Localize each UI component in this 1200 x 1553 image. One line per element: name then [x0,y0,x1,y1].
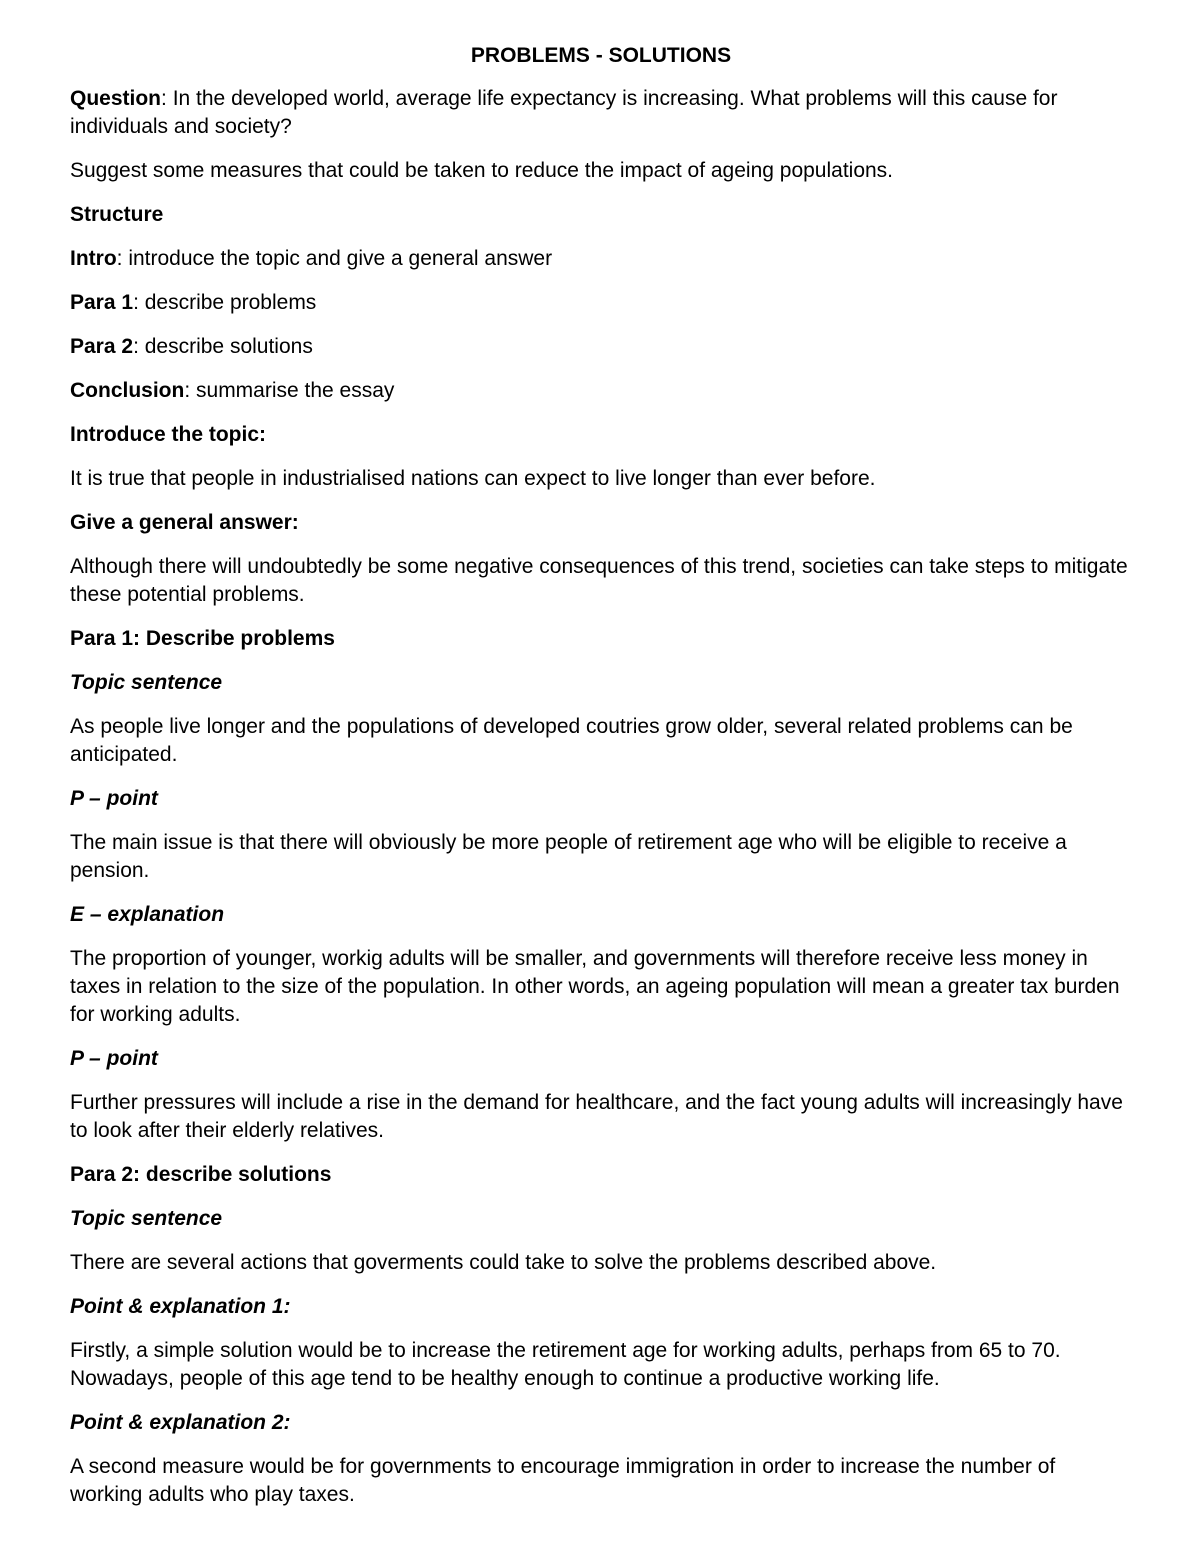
structure-heading: Structure [70,203,164,226]
structure-item-para1 [70,289,1132,317]
suggest-paragraph: Suggest some measures that could be taken to reduce the impact of ageing populations. [70,159,894,182]
structure-item-intro [70,245,1132,273]
para1-topic-text: As people live longer and the populations of developed coutries grow older, several related problems can be anticipated. [70,715,1073,766]
question-separator: : [161,87,167,110]
para1-point2-label: P – point [70,1047,158,1070]
para2-heading: Para 2: describe solutions [70,1163,332,1186]
para1-heading: Para 1: Describe problems [70,627,335,650]
document-page [70,42,1132,1509]
structure-item-text: : describe solutions [133,335,313,358]
question-text: In the developed world, average life expectancy is increasing. What problems will this cause for individuals and society? [70,87,1058,138]
para1-explanation-label: E – explanation [70,903,225,926]
para2-topic-text: There are several actions that goverments could take to solve the problems described above. [70,1251,937,1274]
intro-topic-heading: Introduce the topic: [70,423,266,446]
document-title: PROBLEMS - SOLUTIONS [470,44,732,67]
structure-item-label: Para 2 [70,335,134,358]
general-answer-heading: Give a general answer: [70,511,299,534]
structure-item-label: Para 1 [70,291,134,314]
structure-item-text: : describe problems [133,291,317,314]
para2-topic-label: Topic sentence [70,1207,223,1230]
para1-point1-text: The main issue is that there will obviously be more people of retirement age who will be eligible to receive a pension. [70,831,1067,882]
structure-item-text: : introduce the topic and give a general answer [116,247,553,270]
para2-pe2-label: Point & explanation 2: [70,1411,291,1434]
para1-point1-label: P – point [70,787,158,810]
question-paragraph [70,85,1132,141]
para1-topic-label: Topic sentence [70,671,223,694]
structure-item-para2 [70,333,1132,361]
para2-pe1-label: Point & explanation 1: [70,1295,291,1318]
structure-item-text: : summarise the essay [184,379,395,402]
question-label: Question [70,87,162,110]
para1-point2-text: Further pressures will include a rise in the demand for healthcare, and the fact young adults will increasingly have to look after their elderly relatives. [70,1091,1123,1142]
structure-item-label: Conclusion [70,379,185,402]
intro-topic-text: It is true that people in industrialised nations can expect to live longer than ever before. [70,467,876,490]
structure-item-conclusion [70,377,1132,405]
para2-pe2-text: A second measure would be for governments to encourage immigration in order to increase the number of working adults who play taxes. [70,1455,1056,1506]
para2-pe1-text: Firstly, a simple solution would be to increase the retirement age for working adults, perhaps from 65 to 70. Nowadays, people of this age tend to be healthy enough to continue a productive working life. [70,1339,1061,1390]
para1-explanation-text: The proportion of younger, workig adults will be smaller, and governments will therefore receive less money in taxes in relation to the size of the population. In other words, an ageing population will mean a greater tax burden for working adults. [70,947,1120,1026]
general-answer-text: Although there will undoubtedly be some negative consequences of this trend, societies can take steps to mitigate these potential problems. [70,555,1128,606]
structure-item-label: Intro [70,247,117,270]
